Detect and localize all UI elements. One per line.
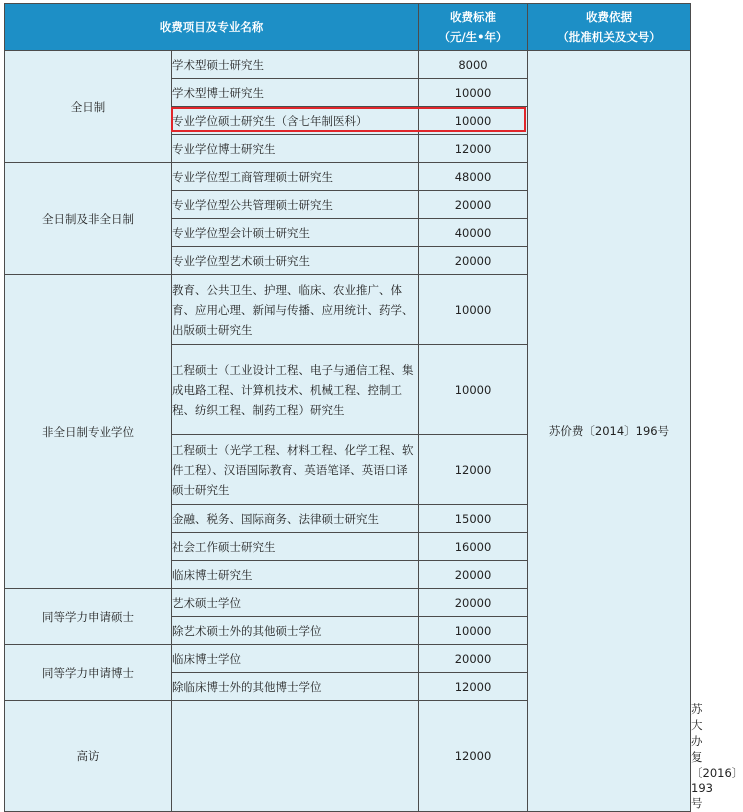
- fee-value: 10000: [419, 275, 528, 345]
- program-name: 临床博士学位: [172, 645, 419, 673]
- fee-table: [4, 3, 743, 812]
- category-cell: 全日制: [5, 51, 172, 163]
- fee-value: 12000: [419, 135, 528, 163]
- fee-value: 12000: [419, 435, 528, 505]
- category-cell: 同等学力申请硕士: [5, 589, 172, 645]
- fee-table-container: [4, 3, 743, 812]
- category-cell: 非全日制专业学位: [5, 275, 172, 589]
- program-name: 艺术硕士学位: [172, 589, 419, 617]
- program-name: 社会工作硕士研究生: [172, 533, 419, 561]
- program-name: 专业学位硕士研究生（含七年制医科）: [172, 107, 419, 135]
- program-name: 工程硕士（光学工程、材料工程、化学工程、软件工程）、汉语国际教育、英语笔译、英语口译硕士研究生: [172, 435, 419, 505]
- program-name: 除艺术硕士外的其他硕士学位: [172, 617, 419, 645]
- program-name: 金融、税务、国际商务、法律硕士研究生: [172, 505, 419, 533]
- fee-value: 15000: [419, 505, 528, 533]
- fee-value: 10000: [419, 345, 528, 435]
- program-name: 专业学位型会计硕士研究生: [172, 219, 419, 247]
- fee-value: 40000: [419, 219, 528, 247]
- program-name: 学术型博士研究生: [172, 79, 419, 107]
- basis-cell: 苏价费〔2014〕196号: [528, 51, 691, 812]
- fee-value: 12000: [419, 673, 528, 701]
- fee-value: 20000: [419, 191, 528, 219]
- program-name: 学术型硕士研究生: [172, 51, 419, 79]
- table-row-visiting: 高访 12000 苏大办复〔2016〕193号: [5, 701, 691, 812]
- program-name: 工程硕士（工业设计工程、电子与通信工程、集成电路工程、计算机技术、机械工程、控制工程、纺织工程、制药工程）研究生: [172, 345, 419, 435]
- category-cell: 全日制及非全日制: [5, 163, 172, 275]
- category-cell: 同等学力申请博士: [5, 645, 172, 701]
- fee-value: 16000: [419, 533, 528, 561]
- program-name: 教育、公共卫生、护理、临床、农业推广、体育、应用心理、新闻与传播、应用统计、药学、出版硕士研究生: [172, 275, 419, 345]
- program-name: 专业学位博士研究生: [172, 135, 419, 163]
- table-row: [5, 51, 691, 79]
- fee-value: 20000: [419, 589, 528, 617]
- fee-value: 10000: [419, 617, 528, 645]
- category-cell: 高访: [5, 701, 172, 812]
- fee-value: 12000: [419, 701, 528, 812]
- program-name: [172, 701, 419, 812]
- header-row: [5, 4, 691, 51]
- fee-value: 20000: [419, 247, 528, 275]
- fee-value: 48000: [419, 163, 528, 191]
- program-name: 专业学位型公共管理硕士研究生: [172, 191, 419, 219]
- fee-value: 10000: [419, 107, 528, 135]
- fee-value: 10000: [419, 79, 528, 107]
- header-basis: 收费依据 （批准机关及文号）: [528, 4, 691, 51]
- fee-value: 8000: [419, 51, 528, 79]
- header-fee: 收费标准 （元/生•年）: [419, 4, 528, 51]
- program-name: 除临床博士外的其他博士学位: [172, 673, 419, 701]
- fee-value: 20000: [419, 561, 528, 589]
- program-name: 专业学位型工商管理硕士研究生: [172, 163, 419, 191]
- fee-value: 20000: [419, 645, 528, 673]
- program-name: 专业学位型艺术硕士研究生: [172, 247, 419, 275]
- header-project: 收费项目及专业名称: [5, 4, 419, 51]
- program-name: 临床博士研究生: [172, 561, 419, 589]
